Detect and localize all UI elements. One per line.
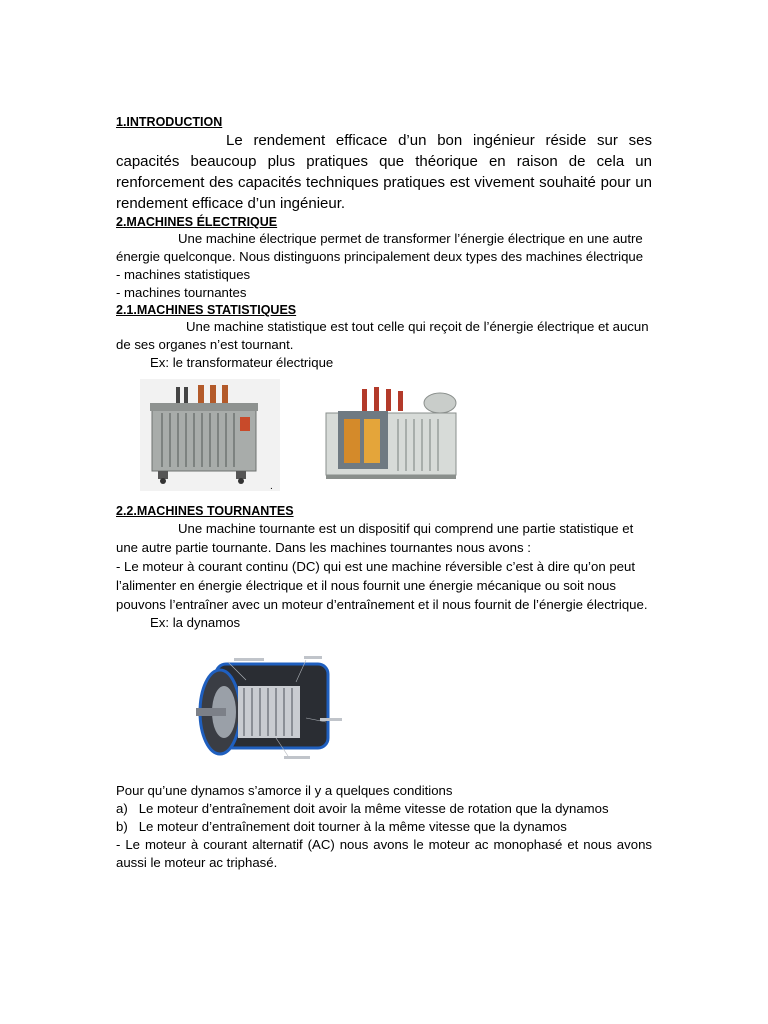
condition-b: b) Le moteur d’entraînement doit tourner à la même vitesse que la dynamos — [116, 819, 567, 834]
intro-heading: 1.INTRODUCTION — [116, 115, 223, 129]
transformer-figures — [116, 377, 652, 497]
list-item: - machines tournantes — [116, 285, 247, 300]
conditions-intro: Pour qu’une dynamos s’amorce il y a quelques conditions — [116, 783, 453, 798]
ac-paragraph: - Le moteur à courant alternatif (AC) nous avons le moteur ac monophasé et nous avons aussi le moteur ac triphasé. — [116, 837, 652, 870]
rotating-heading: 2.2.MACHINES TOURNANTES — [116, 504, 294, 518]
list-item: - machines statistiques — [116, 267, 251, 282]
dot-mark: . — [270, 481, 273, 492]
static-example: Ex: le transformateur électrique — [150, 355, 334, 370]
transformer-cutaway — [322, 383, 472, 483]
dynamo-cutaway — [176, 652, 346, 768]
rotating-paragraph: Une machine tournante est un dispositif qui comprend une partie statistique et une autre partie tournante. Dans les machines tournantes nous avons : — [116, 521, 634, 555]
machines-heading: 2.MACHINES ÉLECTRIQUE — [116, 215, 278, 229]
dc-paragraph: - Le moteur à courant continu (DC) qui est une machine réversible c’est à dire qu’on peut l’alimenter en énergie électrique et il nous fournit une énergie mécanique ou soit nous pouvons l’entraîner avec un moteur d’entraînement et il nous fournit de l’énergie électrique. — [116, 559, 648, 612]
machines-paragraph: Une machine électrique permet de transformer l’énergie électrique en une autre énergie quelconque. Nous distinguons principalement deux types des machines électrique — [116, 231, 644, 264]
static-paragraph: Une machine statistique est tout celle qui reçoit de l’énergie électrique et aucun de ses organes n’est tournant. — [116, 319, 649, 352]
document-page — [116, 114, 652, 872]
dynamo-figure — [116, 652, 652, 770]
intro-paragraph: Le rendement efficace d’un bon ingénieur réside sur ses capacités beaucoup plus pratiques que théorique en raison de cela un renforcement des capacités techniques pratiques est vivement souhaité pour un rendement efficace d’un ingénieur. — [116, 132, 652, 212]
dc-example: Ex: la dynamos — [150, 615, 241, 630]
static-heading: 2.1.MACHINES STATISTIQUES — [116, 303, 297, 317]
condition-a: a) Le moteur d’entraînement doit avoir la même vitesse de rotation que la dynamos — [116, 801, 609, 816]
transformer-photo — [140, 379, 280, 491]
